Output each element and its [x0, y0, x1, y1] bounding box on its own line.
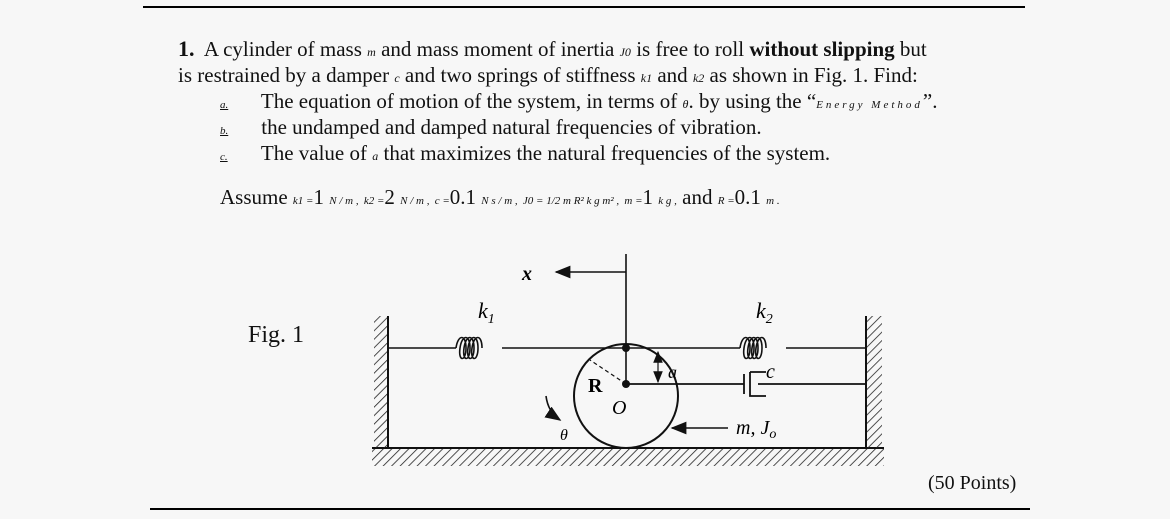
assume-k2-value: 2 [384, 185, 395, 209]
energy-method: Energy Method [816, 99, 923, 111]
assume-and: and [682, 185, 713, 209]
line1-text-d: but [899, 37, 927, 61]
c-label: c [766, 361, 775, 383]
a-symbol: a [372, 149, 379, 163]
assume-k1: k1 = [292, 195, 314, 207]
line2-text-a: is restrained by a damper [178, 63, 390, 87]
item-a-text: The equation of motion of the system, in terms of [260, 89, 678, 113]
item-b-text: the undamped and damped natural frequencies of vibration. [261, 115, 762, 139]
k1-symbol: k1 [640, 71, 653, 85]
ground-hatch [372, 448, 884, 466]
assume-k2-unit: N / m , [400, 195, 430, 207]
k1-label: $k_1$ [478, 298, 495, 327]
k2-label: $k_2$ [756, 298, 773, 327]
assume-m-value: 1 [642, 185, 653, 209]
o-label: O [612, 397, 627, 419]
assume-r-value: 0.1 [734, 185, 761, 209]
line2-text-b: and two springs of stiffness [404, 63, 636, 87]
right-wall-hatch [866, 316, 882, 448]
assume-r: R = [717, 195, 735, 207]
assume-k2: k2 = [363, 195, 385, 207]
inertia-symbol: J0 [619, 45, 631, 59]
mass-symbol: m [367, 45, 376, 59]
item-c-after: that maximizes the natural frequencies of the system. [383, 141, 831, 165]
line1-text-c: is free to roll [636, 37, 745, 61]
item-a-after: . by using the “ [688, 89, 817, 113]
assume-c-value: 0.1 [449, 185, 477, 209]
assume-c-unit: N s / m , [481, 195, 518, 207]
mass-inertia-label: m, $J_o$ [736, 417, 777, 442]
theta-arrow [546, 396, 560, 420]
assume-k1-unit: N / m , [329, 195, 359, 207]
item-a-end: ”. [922, 89, 938, 113]
item-c-letter: c. [220, 151, 228, 163]
damper [626, 372, 866, 396]
r-label: R [588, 375, 603, 397]
bottom-rule [150, 508, 1030, 510]
question-number: 1. [178, 36, 195, 61]
assume-j0: J0 = 1/2 m R² k g m² , [522, 195, 620, 207]
theta-label: θ [560, 427, 568, 444]
left-wall-hatch [374, 316, 388, 448]
a-label: a [668, 362, 677, 382]
assume-m: m = [624, 195, 643, 207]
theta-symbol: θ [682, 97, 689, 111]
fig-label: Fig. 1 [248, 322, 305, 348]
points-label: (50 Points) [928, 472, 1017, 494]
item-b-letter: b. [220, 125, 229, 137]
assume-word: Assume [220, 185, 288, 209]
line1-text-a: A cylinder of mass [203, 37, 362, 61]
line1-bold: without slipping [749, 37, 895, 61]
line1-text-b: and mass moment of inertia [381, 37, 615, 61]
x-label: x [522, 263, 532, 285]
assume-r-unit: m . [766, 195, 780, 207]
assume-k1-value: 1 [313, 185, 324, 209]
assume-c: c = [434, 195, 450, 207]
damper-symbol: c [394, 71, 400, 85]
spring-k1 [388, 338, 626, 359]
spring-k2 [626, 338, 866, 359]
line2-text-d: as shown in Fig. 1. Find: [709, 63, 918, 87]
assume-m-unit: k g , [658, 195, 677, 207]
item-c-text: The value of [260, 141, 367, 165]
item-a-letter: a. [220, 99, 229, 111]
k2-symbol: k2 [692, 71, 705, 85]
line2-and: and [657, 63, 688, 87]
spring-attach-point [622, 344, 630, 352]
